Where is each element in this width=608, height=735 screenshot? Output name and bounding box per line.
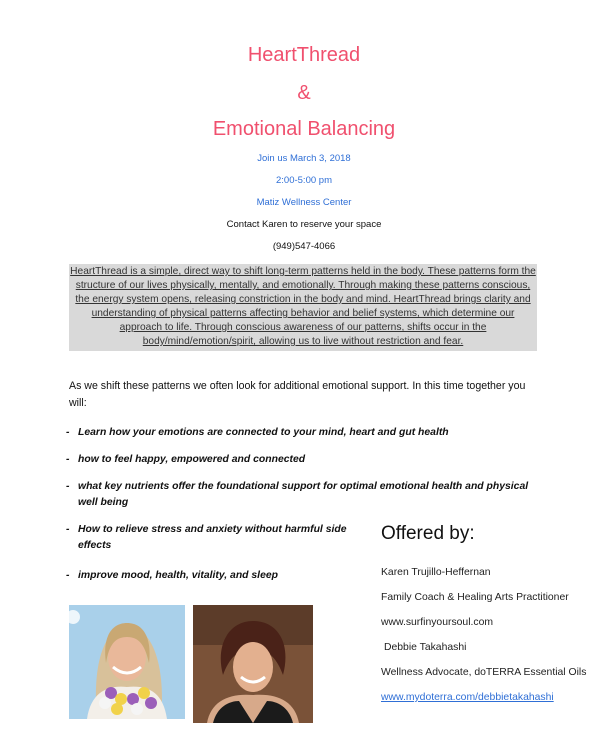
title-heartthread: HeartThread — [247, 44, 361, 66]
event-contact: Contact Karen to reserve your space — [226, 219, 382, 230]
event-date: Join us March 3, 2018 — [257, 153, 351, 164]
event-location: Matiz Wellness Center — [256, 197, 352, 208]
debbie-role: Wellness Advocate, doTERRA Essential Oils — [381, 667, 587, 678]
karen-role: Family Coach & Healing Arts Practitioner — [381, 592, 569, 603]
bullet-marker: - — [66, 481, 70, 492]
photo-karen — [69, 605, 185, 719]
list-item — [66, 522, 364, 554]
list-item-text: Learn how your emotions are connected to your mind, heart and gut health — [78, 427, 449, 438]
event-phone: (949)547-4066 — [272, 241, 336, 252]
photo-debbie — [193, 605, 313, 723]
bullet-marker: - — [66, 427, 70, 438]
karen-name: Karen Trujillo-Heffernan — [381, 567, 491, 578]
list-item — [66, 479, 540, 511]
intro-paragraph: As we shift these patterns we often look for additional emotional support. In this time together you will: — [69, 380, 526, 409]
list-item-text: improve mood, health, vitality, and sleep — [78, 570, 278, 581]
portrait-karen-graphic — [69, 605, 185, 719]
debbie-link[interactable]: www.mydoterra.com/debbietakahashi — [381, 692, 554, 703]
list-item-text: what key nutrients offer the foundational support for optimal emotional health and physical well being — [78, 481, 529, 508]
list-item-text: how to feel happy, empowered and connected — [78, 454, 306, 465]
debbie-name: Debbie Takahashi — [384, 642, 467, 653]
bullet-marker: - — [66, 454, 70, 465]
portrait-debbie-graphic — [193, 605, 313, 723]
title-ampersand: & — [297, 82, 311, 104]
list-item — [66, 568, 366, 584]
event-time: 2:00-5:00 pm — [276, 175, 332, 186]
offered-by-heading: Offered by: — [381, 523, 475, 544]
karen-website: www.surfinyoursoul.com — [381, 617, 494, 628]
bullet-marker: - — [66, 524, 70, 535]
list-item-text: How to relieve stress and anxiety without harmful side effects — [78, 524, 347, 551]
bullet-marker: - — [66, 570, 70, 581]
description-block: HeartThread is a simple, direct way to shift long-term patterns held in the body. These patterns form the structure of our lives physically, mentally, and emotionally. Through making these patterns conscious, the energy system opens, releasing constriction in the body and mind. HeartThread brings clarity and understanding of physical patterns affecting behavior and belief systems, which determine our approach to life. Through conscious awareness of our patterns, shifts occur in the body/mind/emotion/spirit, allowing us to live without restriction and fear. — [69, 264, 537, 351]
title-emotional-balancing: Emotional Balancing — [212, 118, 396, 140]
list-item — [66, 452, 536, 468]
list-item — [66, 425, 536, 441]
